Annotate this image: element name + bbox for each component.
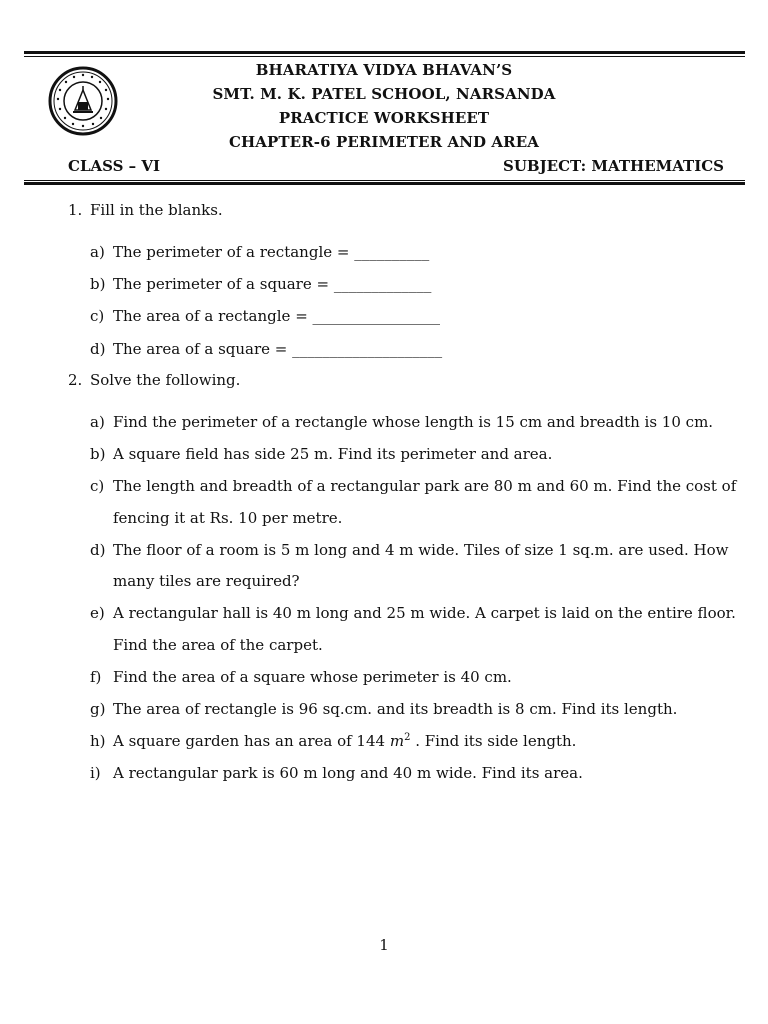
unit-square-metre xyxy=(390,732,411,750)
header-bottom-rule-thin xyxy=(24,180,745,181)
item-text: A rectangular park is 60 m long and 40 m wide. Find its area. xyxy=(113,764,583,782)
header-bottom-rule xyxy=(24,182,745,185)
school-trust-name: BHARATIYA VIDYA BHAVAN’S xyxy=(255,61,513,79)
item-letter: i) xyxy=(90,764,101,782)
item-text: The area of rectangle is 96 sq.cm. and its breadth is 8 cm. Find its length. xyxy=(113,700,678,718)
item-text-continued: many tiles are required? xyxy=(113,572,300,590)
question-2-heading xyxy=(68,371,240,389)
item-text-continued: Find the area of the carpet. xyxy=(113,636,323,654)
item-text: The floor of a room is 5 m long and 4 m wide. Tiles of size 1 sq.m. are used. How xyxy=(113,541,729,559)
unit-exponent: 2 xyxy=(404,732,411,743)
item-letter: g) xyxy=(90,700,106,718)
item-text: A rectangular hall is 40 m long and 25 m wide. A carpet is laid on the entire floor. xyxy=(113,604,736,622)
subject-label: SUBJECT: MATHEMATICS xyxy=(502,157,724,175)
item-letter: c) xyxy=(90,307,105,325)
school-emblem-icon xyxy=(48,66,118,136)
item-letter: b) xyxy=(90,275,106,293)
header-top-rule-thin xyxy=(24,56,745,57)
header-top-rule xyxy=(24,51,745,54)
item-letter: a) xyxy=(90,413,105,431)
unit-symbol: m xyxy=(389,732,405,750)
question-2-number: 2. xyxy=(68,371,83,389)
chapter-title: CHAPTER-6 PERIMETER AND AREA xyxy=(228,133,540,151)
item-letter: c) xyxy=(90,477,105,495)
item-text: The area of a square = ____________________ xyxy=(113,340,443,358)
item-letter: e) xyxy=(90,604,105,622)
item-text: Find the perimeter of a rectangle whose length is 15 cm and breadth is 10 cm. xyxy=(113,413,714,431)
item-letter: d) xyxy=(90,541,106,559)
question-1-heading xyxy=(68,201,223,219)
item-text: A square field has side 25 m. Find its perimeter and area. xyxy=(113,445,553,463)
school-name: SMT. M. K. PATEL SCHOOL, NARSANDA xyxy=(212,85,556,103)
item-text-continued: fencing it at Rs. 10 per metre. xyxy=(113,509,343,527)
question-1-number: 1. xyxy=(68,201,83,219)
item-letter: f) xyxy=(90,668,102,686)
item-text: The perimeter of a square = _____________ xyxy=(113,275,432,293)
question-2-title: Solve the following. xyxy=(90,371,241,389)
item-text: The perimeter of a rectangle = __________ xyxy=(113,243,430,261)
item-text: The area of a rectangle = _________________ xyxy=(113,307,441,325)
item-text xyxy=(113,732,576,750)
item-letter: d) xyxy=(90,340,106,358)
item-text: The length and breadth of a rectangular park are 80 m and 60 m. Find the cost of xyxy=(113,477,737,495)
item-text-after: . Find its side length. xyxy=(410,732,577,750)
class-label: CLASS – VI xyxy=(68,157,161,175)
page-number: 1 xyxy=(379,936,389,954)
question-1-title: Fill in the blanks. xyxy=(90,201,223,219)
worksheet-title: PRACTICE WORKSHEET xyxy=(278,109,490,127)
item-letter: h) xyxy=(90,732,106,750)
item-letter: a) xyxy=(90,243,105,261)
item-letter: b) xyxy=(90,445,106,463)
item-text: Find the area of a square whose perimeter is 40 cm. xyxy=(113,668,512,686)
item-text-before: A square garden has an area of 144 xyxy=(113,732,390,750)
